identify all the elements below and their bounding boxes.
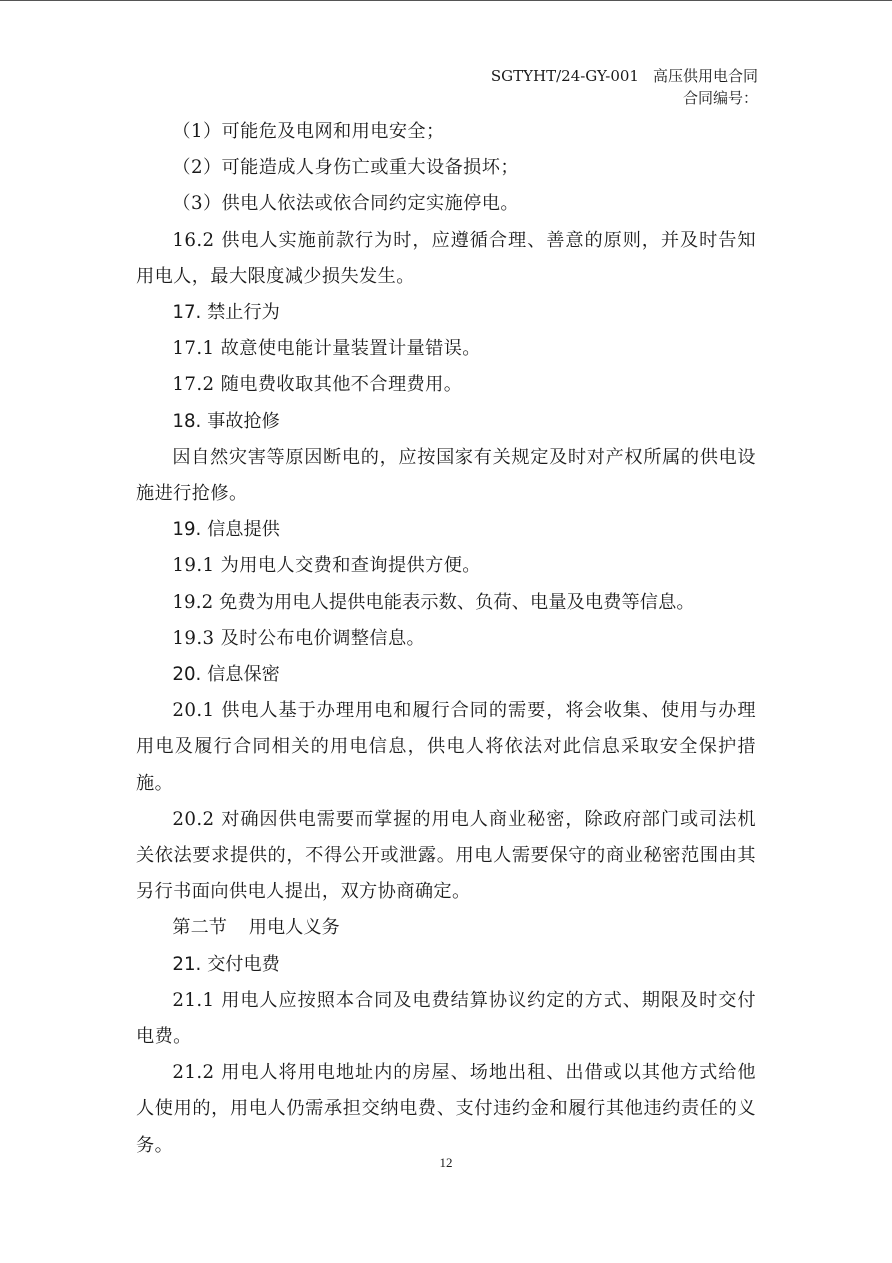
clause-18: 因自然灾害等原因断电的，应按国家有关规定及时对产权所属的供电设施进行抢修。 xyxy=(136,446,756,505)
doc-code: SGTYHT/24-GY-001 xyxy=(490,67,639,85)
chapter-number: 第二节 xyxy=(172,917,227,939)
document-body xyxy=(136,114,756,1164)
clause-17-2: 17.2 随电费收取其他不合理费用。 xyxy=(172,374,463,396)
clause-20-2: 20.2 对确因供电需要而掌握的用电人商业秘密，除政府部门或司法机关依法要求提供的，不得公开或泄露。用电人需要保守的商业秘密范围由其另行书面向供电人提出，双方协商确定。 xyxy=(136,808,756,903)
clause-item-1: （1）可能危及电网和用电安全； xyxy=(172,121,445,142)
section-heading-21: 21. 交付电费 xyxy=(172,953,280,975)
doc-title: 高压供用电合同 xyxy=(652,67,758,85)
clause-item-3: （3）供电人依法或依合同约定实施停电。 xyxy=(172,193,519,215)
contract-number-label: 合同编号： xyxy=(682,89,758,107)
page-header xyxy=(491,65,758,109)
chapter-heading xyxy=(136,910,756,946)
clause-21-2: 21.2 用电人将用电地址内的房屋、场地出租、出借或以其他方式给他人使用的，用电人仍需承担交纳电费、支付违约金和履行其他违约责任的义务。 xyxy=(136,1062,756,1156)
clause-20-1: 20.1 供电人基于办理用电和履行合同的需要，将会收集、使用与办理用电及履行合同相关的用电信息，供电人将依法对此信息采取安全保护措施。 xyxy=(136,700,756,794)
clause-16-2: 16.2 供电人实施前款行为时，应遵循合理、善意的原则，并及时告知用电人，最大限度减少损失发生。 xyxy=(136,229,756,287)
clause-19-1: 19.1 为用电人交费和查询提供方便。 xyxy=(172,555,481,577)
section-heading-17: 17. 禁止行为 xyxy=(172,302,280,324)
clause-19-2: 19.2 免费为用电人提供电能表示数、负荷、电量及电费等信息。 xyxy=(172,591,695,613)
section-heading-18: 18. 事故抢修 xyxy=(172,410,280,432)
clause-19-3: 19.3 及时公布电价调整信息。 xyxy=(172,627,426,649)
page-number: 12 xyxy=(439,1155,453,1170)
clause-21-1: 21.1 用电人应按照本合同及电费结算协议约定的方式、期限及时交付电费。 xyxy=(136,989,756,1048)
section-heading-19: 19. 信息提供 xyxy=(172,519,280,541)
clause-item-2: （2）可能造成人身伤亡或重大设备损坏； xyxy=(172,157,519,179)
clause-17-1: 17.1 故意使电能计量装置计量错误。 xyxy=(172,338,481,360)
chapter-title: 用电人义务 xyxy=(248,917,340,939)
section-heading-20: 20. 信息保密 xyxy=(172,664,280,686)
